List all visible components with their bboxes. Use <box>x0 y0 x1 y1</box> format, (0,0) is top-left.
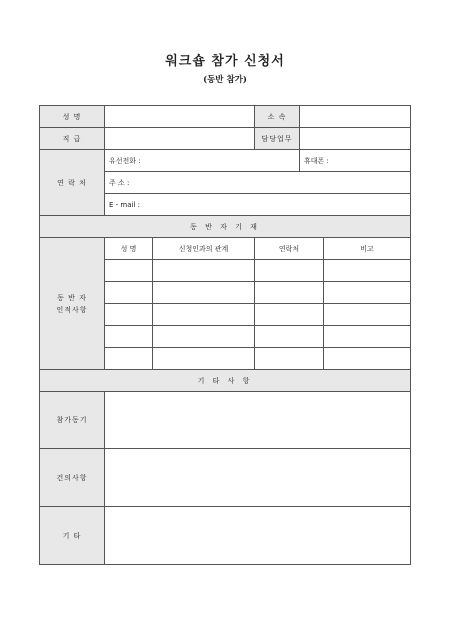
companion-side-label-line2: 인적사항 <box>56 305 88 314</box>
companion-relation-cell[interactable] <box>153 348 255 370</box>
position-field[interactable] <box>105 128 255 150</box>
duty-label: 담당업무 <box>255 128 300 150</box>
companion-contact-cell[interactable] <box>255 304 324 326</box>
companion-note-cell[interactable] <box>324 260 411 282</box>
landline-label: 유선전화 : <box>109 156 141 165</box>
companion-contact-cell[interactable] <box>255 326 324 348</box>
other-row-suggestions <box>40 449 411 507</box>
companion-note-cell[interactable] <box>324 304 411 326</box>
companion-note-cell[interactable] <box>324 326 411 348</box>
companion-contact-cell[interactable] <box>255 260 324 282</box>
companion-col-note: 비고 <box>324 238 411 260</box>
companion-relation-cell[interactable] <box>153 282 255 304</box>
affiliation-label: 소 속 <box>255 106 300 128</box>
companion-name-cell[interactable] <box>105 326 153 348</box>
page-subtitle: (동반 참가) <box>203 75 247 85</box>
page-title: 워크숍 참가 신청서 <box>165 54 285 69</box>
name-field[interactable] <box>105 106 255 128</box>
row-name-affiliation <box>40 106 411 128</box>
other-section-header-row <box>40 370 411 392</box>
affiliation-field[interactable] <box>300 106 411 128</box>
application-form <box>39 105 411 565</box>
companion-col-name: 성 명 <box>105 238 153 260</box>
address-label: 주 소 : <box>109 178 130 187</box>
motivation-field[interactable] <box>105 392 411 449</box>
companion-section-title: 동 반 자 기 재 <box>40 216 411 238</box>
companion-name-cell[interactable] <box>105 348 153 370</box>
companion-relation-cell[interactable] <box>153 260 255 282</box>
companion-side-label <box>40 238 105 370</box>
row-contact-phone <box>40 150 411 172</box>
contact-label: 연 락 처 <box>40 150 105 216</box>
mobile-field[interactable] <box>300 150 411 172</box>
suggestions-label: 건의사항 <box>40 449 105 507</box>
companion-header-row <box>40 238 411 260</box>
companion-col-relation: 신청인과의 관계 <box>153 238 255 260</box>
address-field[interactable] <box>105 172 411 194</box>
companion-contact-cell[interactable] <box>255 282 324 304</box>
etc-label: 기 타 <box>40 507 105 565</box>
companion-name-cell[interactable] <box>105 260 153 282</box>
companion-note-cell[interactable] <box>324 282 411 304</box>
companion-name-cell[interactable] <box>105 304 153 326</box>
other-row-etc <box>40 507 411 565</box>
name-label: 성 명 <box>40 106 105 128</box>
suggestions-field[interactable] <box>105 449 411 507</box>
etc-field[interactable] <box>105 507 411 565</box>
companion-name-cell[interactable] <box>105 282 153 304</box>
companion-relation-cell[interactable] <box>153 304 255 326</box>
other-row-motivation <box>40 392 411 449</box>
motivation-label: 참가동기 <box>40 392 105 449</box>
mobile-label: 휴대폰 : <box>304 156 329 165</box>
companion-note-cell[interactable] <box>324 348 411 370</box>
other-section-title: 기 타 사 항 <box>40 370 411 392</box>
companion-contact-cell[interactable] <box>255 348 324 370</box>
row-position-duty <box>40 128 411 150</box>
companion-section-header-row <box>40 216 411 238</box>
email-field[interactable] <box>105 194 411 216</box>
position-label: 직 급 <box>40 128 105 150</box>
email-label: E - mail : <box>109 200 140 209</box>
companion-col-contact: 연락처 <box>255 238 324 260</box>
duty-field[interactable] <box>300 128 411 150</box>
companion-relation-cell[interactable] <box>153 326 255 348</box>
landline-field[interactable] <box>105 150 300 172</box>
companion-side-label-line1: 동 반 자 <box>57 293 87 302</box>
